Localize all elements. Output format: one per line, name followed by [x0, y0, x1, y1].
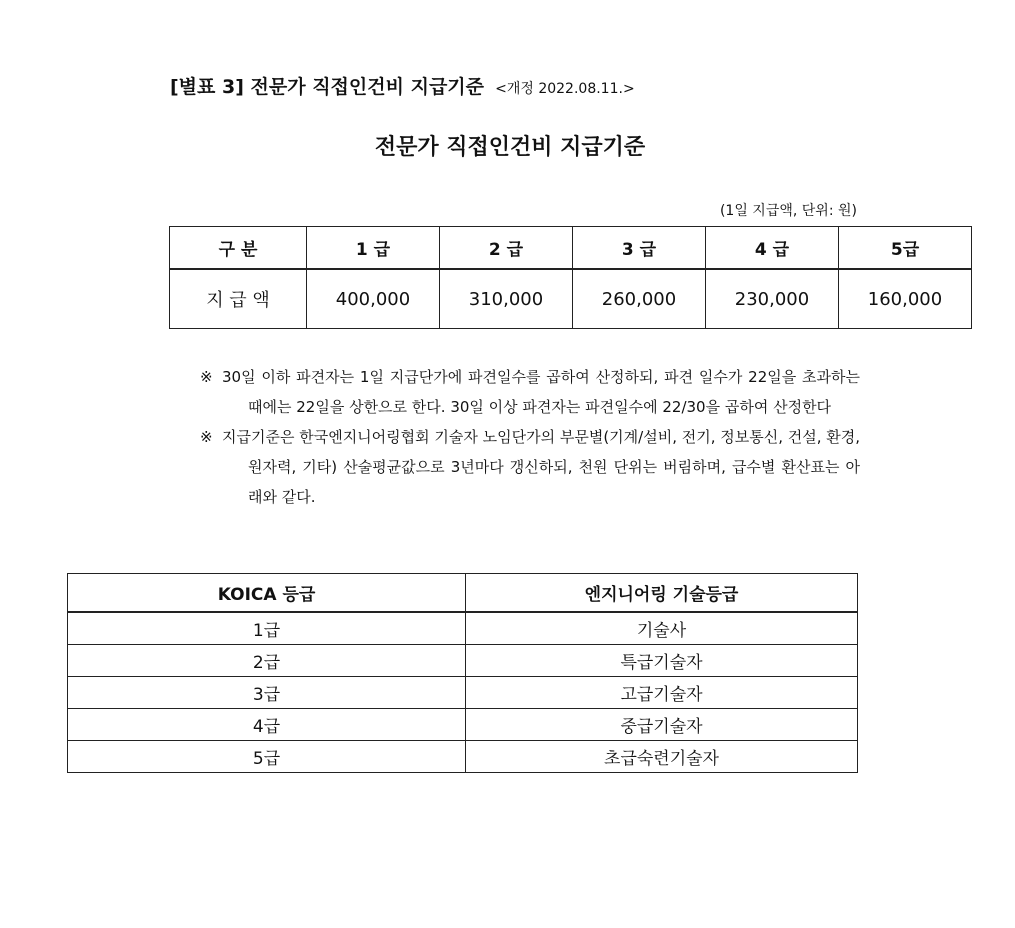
- note-text: [222, 362, 860, 422]
- note-item: [200, 422, 860, 512]
- grade-conversion-table: [67, 573, 858, 773]
- koica-grade: 4급: [68, 709, 466, 741]
- pay-table-header-grade-1: 1 급: [307, 227, 440, 270]
- pay-table-header-row: [170, 227, 972, 270]
- pay-amount-grade-2: 310,000: [440, 269, 573, 329]
- pay-amount-grade-1: 400,000: [307, 269, 440, 329]
- revision-date: <개정 2022.08.11.>: [495, 81, 635, 97]
- pay-amount-grade-3: 260,000: [573, 269, 706, 329]
- table-row: [68, 709, 858, 741]
- table-row: [68, 645, 858, 677]
- pay-table-header-category: 구 분: [170, 227, 307, 270]
- note-text-content: 지급기준은 한국엔지니어링협회 기술자 노임단가의 부문별(기계/설비, 전기, 정보통신, 건설, 환경, 원자력, 기타) 산술평균값으로 3년마다 갱신하되, 천원 단위는 버림하며, 급수별 환산표는 아래와 같다.: [222, 428, 861, 506]
- table-row: [68, 612, 858, 645]
- pay-table-header-grade-3: 3 급: [573, 227, 706, 270]
- pay-table-row-label: 지 급 액: [170, 269, 307, 329]
- pay-table-header-grade-2: 2 급: [440, 227, 573, 270]
- annex-header-title: [별표 3] 전문가 직접인건비 지급기준: [170, 76, 485, 98]
- unit-note: (1일 지급액, 단위: 원): [719, 203, 857, 219]
- note-text-content: 30일 이하 파견자는 1일 지급단가에 파견일수를 곱하여 산정하되, 파견 일수가 22일을 초과하는 때에는 22일을 상한으로 한다. 30일 이상 파견자는 파견일수에 22/30을 곱하여 산정한다: [222, 368, 860, 416]
- engineering-grade: 특급기술자: [466, 645, 858, 677]
- pay-table-header-grade-5: 5급: [839, 227, 972, 270]
- reference-mark-icon: ※: [200, 428, 213, 446]
- table-row: [68, 677, 858, 709]
- pay-rate-table: [169, 226, 972, 329]
- document-title: 전문가 직접인건비 지급기준: [374, 135, 646, 160]
- koica-grade: 5급: [68, 741, 466, 773]
- engineering-grade: 중급기술자: [466, 709, 858, 741]
- grade-table-header-engineering: 엔지니어링 기술등급: [466, 574, 858, 613]
- note-text: [222, 422, 861, 512]
- grade-table-header-row: [68, 574, 858, 613]
- engineering-grade: 초급숙련기술자: [466, 741, 858, 773]
- koica-grade: 1급: [68, 612, 466, 645]
- note-item: [200, 362, 860, 422]
- pay-amount-grade-5: 160,000: [839, 269, 972, 329]
- table-row: [68, 741, 858, 773]
- grade-table-header-koica: KOICA 등급: [68, 574, 466, 613]
- pay-table-header-grade-4: 4 급: [706, 227, 839, 270]
- notes-section: [200, 362, 860, 512]
- koica-grade: 3급: [68, 677, 466, 709]
- engineering-grade: 기술사: [466, 612, 858, 645]
- reference-mark-icon: ※: [200, 368, 213, 386]
- annex-header: [170, 72, 635, 99]
- engineering-grade: 고급기술자: [466, 677, 858, 709]
- pay-table-row: [170, 269, 972, 329]
- koica-grade: 2급: [68, 645, 466, 677]
- pay-amount-grade-4: 230,000: [706, 269, 839, 329]
